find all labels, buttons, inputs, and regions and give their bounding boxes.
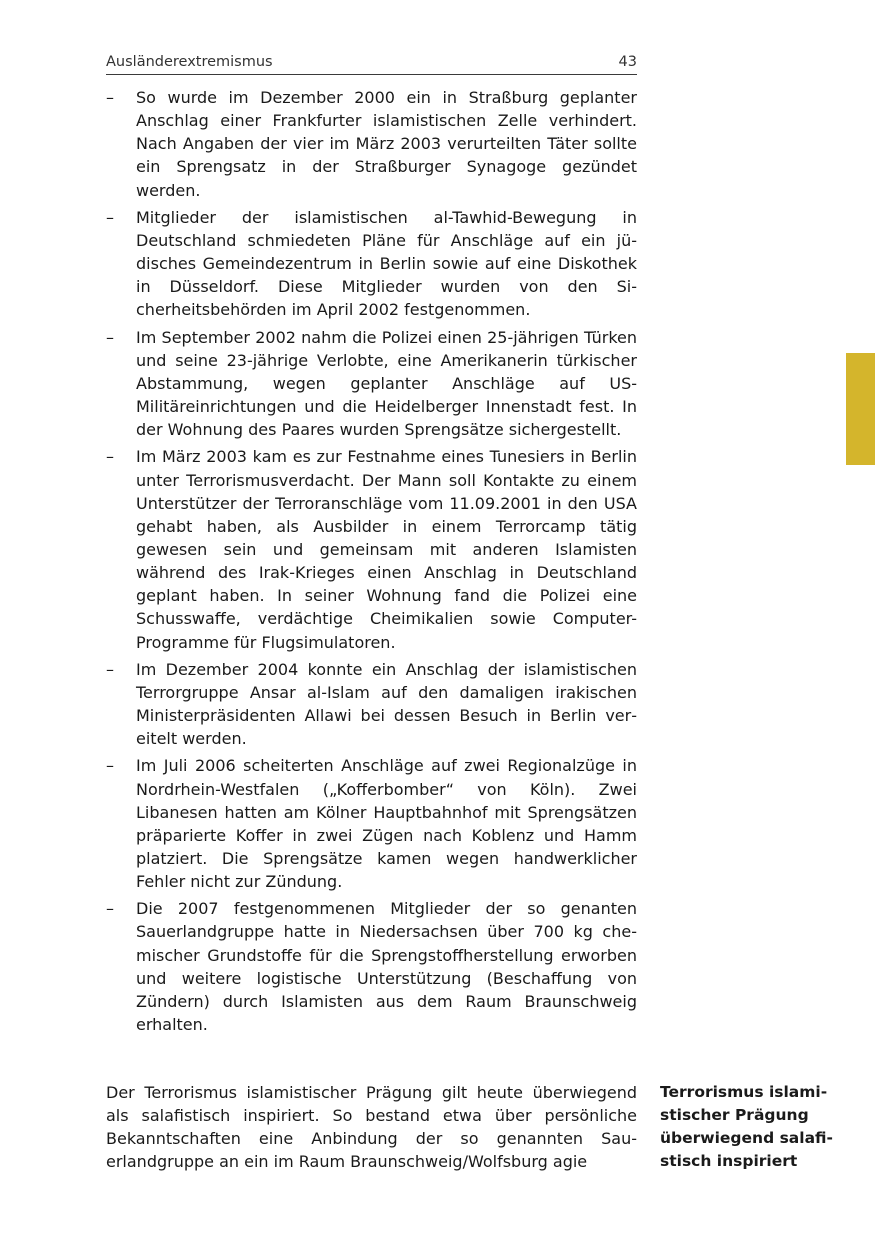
list-item-text: Mitglieder der islamistischen al-Tawhid-Bewegung in Deutschland schmiedeten Pläne für Anschläge auf ein jüdisches Gemeindezentrum in Berlin sowie auf eine Diskothek in Düsseldorf. Diese Mitglieder wurden von den Sicherheitsbehörden im April 2002 festgenommen. xyxy=(136,207,637,320)
list-item-text: Im Juli 2006 scheiterten Anschläge auf zwei Regionalzüge in Nordrhein-Westfalen („Kofferbomber“ von Köln). Zwei Libanesen hatten am Kölner Hauptbahnhof mit Sprengsätzen präparierte Koffer in zwei Zügen nach Koblenz und Hamm platziert. Die Sprengsätze kamen wegen handwerklicher Fehler nicht zur Zündung. xyxy=(136,756,637,892)
list-item xyxy=(106,206,637,322)
chapter-title: Ausländerextremismus xyxy=(106,54,273,70)
chapter-tab-marker xyxy=(846,353,875,465)
event-list xyxy=(106,86,637,1040)
list-bullet: – xyxy=(106,88,114,107)
list-item xyxy=(106,326,637,442)
list-item xyxy=(106,445,637,653)
list-item-text: So wurde im Dezember 2000 ein in Straßburg geplanter Anschlag einer Frankfurter islamistischen Zelle verhindert. Nach Angaben der vier im März 2003 verurteilten Täter sollte ein Sprengsatz in der Straßburger Synagoge gezündet werden. xyxy=(136,88,637,200)
margin-note: Terrorismus islamistischer Prägung überwiegend salafistisch inspiriert xyxy=(660,1083,833,1170)
list-item xyxy=(106,86,637,202)
list-bullet: – xyxy=(106,327,114,347)
running-header xyxy=(106,50,637,75)
list-bullet: – xyxy=(106,659,114,679)
list-bullet: – xyxy=(106,447,114,467)
list-item-text: Im September 2002 nahm die Polizei einen 25-jährigen Türken und seine 23-jährige Verlobte, eine Amerikanerin türkischer Abstammung, wegen geplanter Anschläge auf US-Militäreinrichtungen und die Heidelberger Innenstadt fest. In der Wohnung des Paares wurden Sprengsätze sichergestellt. xyxy=(136,327,637,440)
list-item xyxy=(106,658,637,751)
list-bullet: – xyxy=(106,756,114,776)
list-item-text: Im März 2003 kam es zur Festnahme eines Tunesiers in Berlin unter Terrorismusverdacht. Der Mann soll Kontakte zu einem Unterstützer der Terroranschläge vom 11.09.2001 in den USA gehabt haben, als Ausbilder in einem Terrorcamp tätig gewesen sein und gemeinsam mit anderen Islamisten während des Irak-Krieges einen Anschlag in Deutschland geplant haben. In seiner Wohnung fand die Polizei eine Schusswaffe, verdächtige Cheimikalien sowie Computer-Programme für Flugsimulatoren. xyxy=(136,447,637,652)
body-paragraph: Der Terrorismus islamistischer Prägung gilt heute überwiegend als salafistisch inspiriert. So bestand etwa über persönliche Bekanntschaften eine Anbindung der so genannten Sauerlandgruppe an ein im Raum Braunschweig/Wolfsburg agie xyxy=(106,1083,637,1172)
page-number: 43 xyxy=(618,54,637,70)
list-item-text: Die 2007 festgenommenen Mitglieder der so genanten Sauerlandgruppe hatte in Niedersachsen über 700 kg chemischer Grundstoffe für die Sprengstoffherstellung erworben und weitere logistische Unterstützung (Beschaffung von Zündern) durch Islamisten aus dem Raum Braunschweig erhalten. xyxy=(136,899,637,1035)
list-bullet: – xyxy=(106,207,114,227)
list-item-text: Im Dezember 2004 konnte ein Anschlag der islamistischen Terrorgruppe Ansar al-Islam auf den damaligen irakischen Ministerpräsidenten Allawi bei dessen Besuch in Berlin vereitelt werden. xyxy=(136,659,637,749)
list-item xyxy=(106,897,637,1036)
list-item xyxy=(106,754,637,893)
list-bullet: – xyxy=(106,899,114,919)
